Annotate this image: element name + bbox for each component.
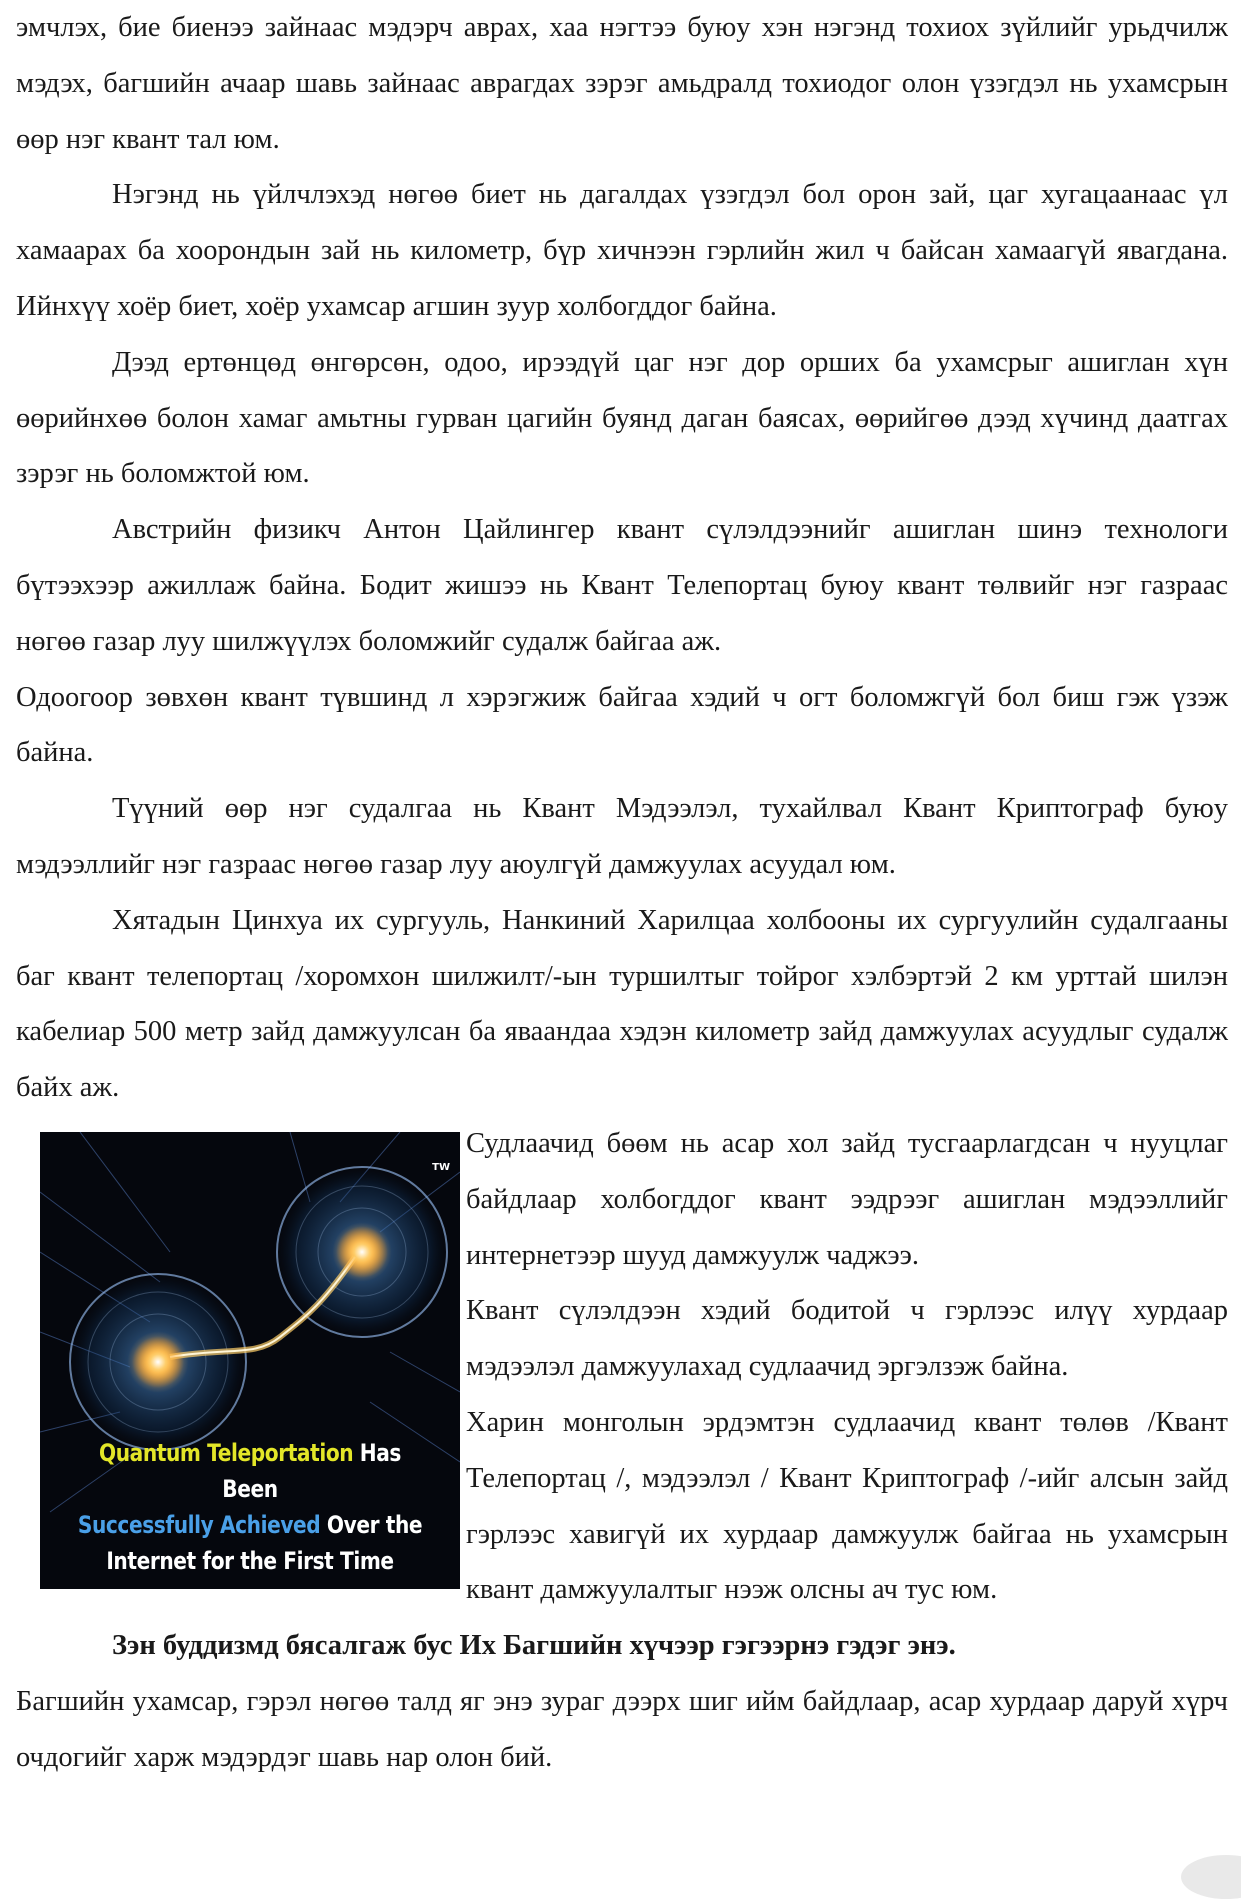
caption-text-2: Over the bbox=[320, 1510, 423, 1539]
paragraph-1: эмчлэх, бие биенээ зайнаас мэдэрч аврах, хаа нэгтээ буюу хэн нэгэнд тохиох зүйлийг урьдчилж мэдэх, багшийн ачаар шавь зайнаас аврагдах зэрэг амьдралд тохиодог олон үзэгдэл нь ухамсрын өөр нэг квант тал юм. bbox=[16, 12, 1228, 155]
paragraph-3: Дээд ертөнцөд өнгөрсөн, одоо, ирээдүй цаг нэг дор орших ба ухамсрыг ашиглан хүн өөрийнхөө болон хамаг амьтны гурван цагийн буянд даган баясах, өөрийгөө дээд хүчинд даатгах зэрэг нь боломжтой юм. bbox=[16, 346, 1228, 490]
tw-logo: TW bbox=[432, 1161, 450, 1173]
image-caption bbox=[74, 1435, 427, 1579]
wrap-paragraph-3: Харин монголын эрдэмтэн судлаачид квант төлөв /Квант Телепортац /, мэдээлэл / Квант Криптограф /-ийг алсын зайд гэрлээс хавигүй их хурдаар дамжуулж байгаа нь ухамсрын квант дамжуулалтыг нээж олсны ач тус юм. bbox=[466, 1406, 1228, 1606]
caption-highlight-2: Successfully Achieved bbox=[77, 1510, 321, 1539]
paragraph-5: Одоогоор зөвхөн квант түвшинд л хэрэгжиж байгаа хэдий ч огт боломжгүй бол биш гэж үзэж байна. bbox=[16, 681, 1228, 769]
closing-paragraph: Багшийн ухамсар, гэрэл нөгөө талд яг энэ зураг дээрх шиг ийм байдлаар, асар хурдаар даруй хүрч очдогийг харж мэдэрдэг шавь нар олон бий. bbox=[16, 1685, 1228, 1773]
caption-text-1: Has Been bbox=[222, 1438, 402, 1503]
page-corner-decoration bbox=[1181, 1855, 1241, 1899]
paragraph-7: Хятадын Цинхуа их сургууль, Нанкиний Харилцаа холбооны их сургуулийн судалгааны баг квант телепортац /хоромхон шилжилт/-ын туршилтыг тойрог хэлбэртэй 2 км урттай шилэн кабелиар 500 метр зайд дамжуулсан ба яваандаа хэдэн километр зайд дамжуулах асуудлыг судалж байх аж. bbox=[16, 904, 1228, 1104]
paragraph-2: Нэгэнд нь үйлчлэхэд нөгөө биет нь дагалдах үзэгдэл бол орон зай, цаг хугацаанаас үл хамаарах ба хоорондын зай нь километр, бүр хичнээн гэрлийн жил ч байсан хамаагүй явагдана. Ийнхүү хоёр биет, хоёр ухамсар агшин зуур холбогддог байна. bbox=[16, 179, 1228, 322]
caption-text-3: Internet for the First Time bbox=[106, 1546, 394, 1575]
paragraph-4: Австрийн физикч Антон Цайлингер квант сүлэлдээнийг ашиглан шинэ технологи бүтээхээр ажиллаж байна. Бодит жишээ нь Квант Телепортац буюу квант төлвийг нэг газраас нөгөө газар луу шилжүүлэх боломжийг судалж байгаа аж. bbox=[16, 514, 1228, 657]
caption-highlight-1: Quantum Teleportation bbox=[98, 1438, 354, 1467]
section-heading: Зэн буддизмд бясалгаж бус Их Багшийн хүчээр гэгээрнэ гэдэг энэ. bbox=[112, 1630, 956, 1662]
wrap-paragraph-1: Судлаачид бөөм нь асар хол зайд тусгаарлагдсан ч нууцлаг байдлаар холбогддог квант ээдрээг ашиглан мэдээллийг интернетээр шууд дамжуулж чаджээ. bbox=[466, 1127, 1228, 1271]
wrap-paragraph-2: Квант сүлэлдээн хэдий бодитой ч гэрлээс илүү хурдаар мэдээлэл дамжуулахад судлаачид эргэлзэж байна. bbox=[466, 1295, 1228, 1383]
document-page bbox=[16, 0, 1228, 1786]
paragraph-6: Түүний өөр нэг судалгаа нь Квант Мэдээлэл, тухайлвал Квант Криптограф буюу мэдээллийг нэг газраас нөгөө газар луу аюулгүй дамжуулах асуудал юм. bbox=[16, 793, 1228, 880]
quantum-teleportation-image bbox=[40, 1132, 460, 1589]
